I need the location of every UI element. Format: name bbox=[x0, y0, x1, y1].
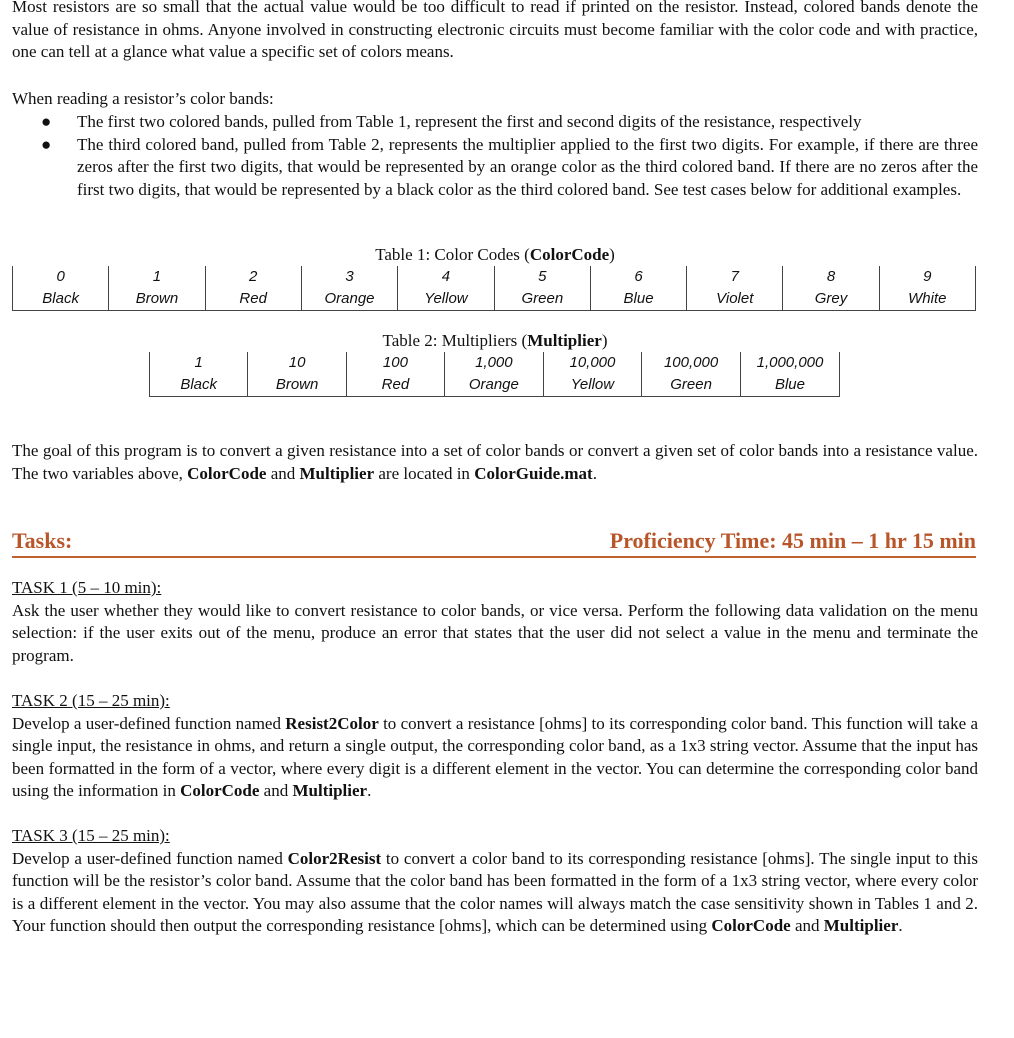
table1-caption: Table 1: Color Codes (ColorCode) bbox=[375, 245, 615, 264]
table-cell: Green bbox=[642, 374, 741, 397]
table-cell: Green bbox=[494, 288, 590, 311]
table-cell: Yellow bbox=[543, 374, 642, 397]
table-cell: 4 bbox=[398, 266, 494, 288]
table-cell: 5 bbox=[494, 266, 590, 288]
task-heading: TASK 1 (5 – 10 min): bbox=[12, 578, 162, 597]
table-cell: Red bbox=[346, 374, 444, 397]
task-1 bbox=[12, 577, 978, 667]
table2-caption: Table 2: Multipliers (Multiplier) bbox=[382, 331, 608, 350]
table-cell: 100 bbox=[346, 352, 444, 374]
table-row bbox=[13, 288, 976, 311]
goal-paragraph: The goal of this program is to convert a given resistance into a set of color bands or convert a given set of color bands into a resistance value. The two variables above, ColorCode and Multiplier are located in ColorGuide.mat. bbox=[12, 441, 978, 483]
color-code-table bbox=[12, 266, 976, 311]
table-cell: 2 bbox=[205, 266, 301, 288]
list-item: ● The third colored band, pulled from Table 2, represents the multiplier applied to the first two digits. For example, if there are three zeros after the first two digits, that would be represented by an orange color as the third colored band. If there are no zeros after the first two digits, that would be represented by a black color as the third colored band. See test cases below for additional examples. bbox=[41, 134, 978, 199]
tasks-header bbox=[12, 528, 976, 558]
table-cell: Blue bbox=[740, 374, 839, 397]
table-row bbox=[13, 266, 976, 288]
table-cell: 6 bbox=[591, 266, 687, 288]
table-row bbox=[150, 374, 840, 397]
table-cell: 9 bbox=[879, 266, 975, 288]
table-cell: Yellow bbox=[398, 288, 494, 311]
table-cell: 1,000 bbox=[445, 352, 544, 374]
reading-bands-heading: When reading a resistor’s color bands: bbox=[12, 89, 274, 108]
task-body: Develop a user-defined function named Color2Resist to convert a color band to its corresponding resistance [ohms]. The single input to this function will be the resistor’s color band. Assume that the color band has been formatted in the form of a 1x3 string vector, where every color is a different element in the vector. You may also assume that the color names will always match the case sensitivity shown in Tables 1 and 2. Your function should then output the corresponding resistance [ohms], which can be determined using ColorCode and Multiplier. bbox=[12, 848, 978, 935]
bullet-icon: ● bbox=[41, 134, 52, 154]
table-cell: 100,000 bbox=[642, 352, 741, 374]
task-heading: TASK 3 (15 – 25 min): bbox=[12, 826, 170, 845]
table-cell: Red bbox=[205, 288, 301, 311]
table-cell: 1 bbox=[150, 352, 248, 374]
tasks-title: Tasks: bbox=[12, 528, 73, 553]
task-heading: TASK 2 (15 – 25 min): bbox=[12, 691, 170, 710]
table-cell: 1 bbox=[109, 266, 205, 288]
table-cell: Violet bbox=[687, 288, 783, 311]
multiplier-table bbox=[149, 352, 840, 397]
table-cell: Blue bbox=[591, 288, 687, 311]
table-cell: Orange bbox=[301, 288, 398, 311]
task-body: Ask the user whether they would like to convert resistance to color bands, or vice versa. Perform the following data validation on the menu selection: if the user exits out of the menu, produce an error that states that the user did not select a value in the menu and terminate the program. bbox=[12, 600, 978, 665]
table-cell: 0 bbox=[13, 266, 109, 288]
table-cell: 10,000 bbox=[543, 352, 642, 374]
bullet-icon: ● bbox=[41, 112, 52, 131]
table-cell: 8 bbox=[783, 266, 879, 288]
list-item: ● The first two colored bands, pulled from Table 1, represent the first and second digits of the resistance, respectively bbox=[12, 111, 978, 134]
intro-paragraph: Most resistors are so small that the actual value would be too difficult to read if printed on the resistor. Instead, colored bands denote the value of resistance in ohms. Anyone involved in constructing electronic circuits must become familiar with the color code and with practice, one can tell at a glance what value a specific set of colors means. bbox=[12, 0, 978, 61]
table-cell: White bbox=[879, 288, 975, 311]
table-cell: 1,000,000 bbox=[740, 352, 839, 374]
table-cell: Brown bbox=[109, 288, 205, 311]
task-2 bbox=[12, 690, 978, 803]
table-cell: Orange bbox=[445, 374, 544, 397]
task-3 bbox=[12, 825, 978, 938]
task-body: Develop a user-defined function named Resist2Color to convert a resistance [ohms] to its corresponding color band. This function will take a single input, the resistance in ohms, and return a single output, the corresponding color band, as a 1x3 string vector. Assume that the input has been formatted in the form of a vector, where every digit is a different element in the vector. You can determine the corresponding color band using the information in ColorCode and Multiplier. bbox=[12, 713, 978, 800]
table-cell: 10 bbox=[248, 352, 346, 374]
proficiency-time: Proficiency Time: 45 min – 1 hr 15 min bbox=[609, 528, 976, 553]
table-cell: Black bbox=[150, 374, 248, 397]
reading-bands-list bbox=[12, 111, 978, 201]
table-cell: Brown bbox=[248, 374, 346, 397]
table-row bbox=[150, 352, 840, 374]
table-cell: 7 bbox=[687, 266, 783, 288]
table-cell: Black bbox=[13, 288, 109, 311]
table-cell: Grey bbox=[783, 288, 879, 311]
table-cell: 3 bbox=[301, 266, 398, 288]
